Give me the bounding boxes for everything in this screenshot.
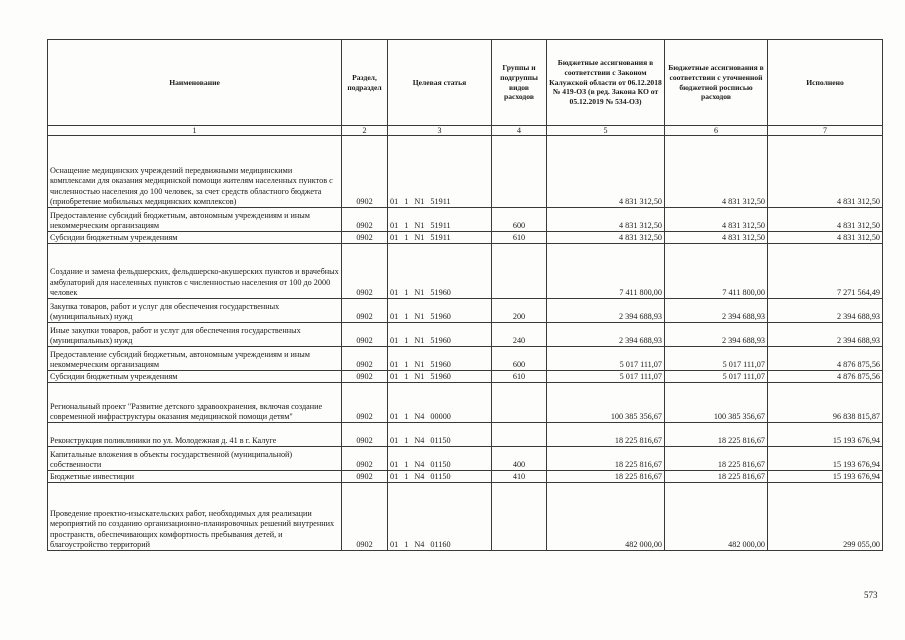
column-number: 3 [388, 126, 492, 136]
row-group [492, 383, 547, 423]
row-name: Предоставление субсидий бюджетным, автономным учреждениям и иным некоммерческим организациям [48, 208, 342, 232]
row-group [492, 423, 547, 447]
column-number: 4 [492, 126, 547, 136]
row-refined-allocation: 4 831 312,50 [665, 136, 768, 208]
row-refined-allocation: 2 394 688,93 [665, 299, 768, 323]
column-number: 7 [768, 126, 883, 136]
row-refined-allocation: 7 411 800,00 [665, 244, 768, 299]
row-law-allocation: 4 831 312,50 [547, 136, 665, 208]
row-law-allocation: 2 394 688,93 [547, 299, 665, 323]
table-row [48, 208, 883, 232]
row-group [492, 483, 547, 551]
header-law-allocation: Бюджетные ассигнования в соответствии с Законом Калужской области от 06.12.2018 № 419-ОЗ (в ред. Закона КО от 05.12.2019 № 534-ОЗ) [547, 40, 665, 126]
row-law-allocation: 100 385 356,67 [547, 383, 665, 423]
header-target: Целевая статья [388, 40, 492, 126]
header-name: Наименование [48, 40, 342, 126]
row-law-allocation: 18 225 816,67 [547, 447, 665, 471]
row-law-allocation: 2 394 688,93 [547, 323, 665, 347]
page-number: 573 [864, 590, 878, 600]
row-name: Закупка товаров, работ и услуг для обеспечения государственных (муниципальных) нужд [48, 299, 342, 323]
row-name: Субсидии бюджетным учреждениям [48, 232, 342, 244]
row-refined-allocation: 100 385 356,67 [665, 383, 768, 423]
row-name: Проведение проектно-изыскательских работ, необходимых для реализации мероприятий по созданию организационно-планировочных решений внутренних пространств, обеспечивающих комфортность пребывания детей, и благоустройство территорий [48, 483, 342, 551]
row-executed: 15 193 676,94 [768, 447, 883, 471]
row-target: 01 1 N1 51911 [388, 232, 492, 244]
row-group: 240 [492, 323, 547, 347]
row-group: 600 [492, 208, 547, 232]
row-section: 0902 [342, 471, 388, 483]
row-executed: 7 271 564,49 [768, 244, 883, 299]
row-law-allocation: 5 017 111,07 [547, 371, 665, 383]
row-law-allocation: 18 225 816,67 [547, 423, 665, 447]
row-executed: 96 838 815,87 [768, 383, 883, 423]
header-executed: Исполнено [768, 40, 883, 126]
table-row [48, 347, 883, 371]
table-row [48, 447, 883, 471]
column-number-row [48, 126, 883, 136]
row-target: 01 1 N1 51960 [388, 299, 492, 323]
row-section: 0902 [342, 323, 388, 347]
row-section: 0902 [342, 299, 388, 323]
row-section: 0902 [342, 371, 388, 383]
table-row [48, 471, 883, 483]
row-target: 01 1 N1 51960 [388, 347, 492, 371]
budget-table [47, 39, 883, 551]
row-refined-allocation: 4 831 312,50 [665, 232, 768, 244]
row-group [492, 136, 547, 208]
row-target: 01 1 N4 00000 [388, 383, 492, 423]
row-refined-allocation: 18 225 816,67 [665, 447, 768, 471]
table-row [48, 232, 883, 244]
column-number: 6 [665, 126, 768, 136]
table-row [48, 423, 883, 447]
column-number: 2 [342, 126, 388, 136]
row-name: Оснащение медицинских учреждений передвижными медицинскими комплексами для оказания медицинской помощи жителям населенных пунктов с численностью населения до 100 человек, за счет средств областного бюджета (приобретение мобильных медицинских комплексов) [48, 136, 342, 208]
table-row [48, 323, 883, 347]
row-section: 0902 [342, 136, 388, 208]
table-row [48, 136, 883, 208]
row-executed: 15 193 676,94 [768, 471, 883, 483]
table-header-row [48, 40, 883, 126]
row-name: Бюджетные инвестиции [48, 471, 342, 483]
row-section: 0902 [342, 447, 388, 471]
row-law-allocation: 7 411 800,00 [547, 244, 665, 299]
row-executed: 299 055,00 [768, 483, 883, 551]
row-law-allocation: 18 225 816,67 [547, 471, 665, 483]
header-group: Группы и подгруппы видов расходов [492, 40, 547, 126]
row-group: 610 [492, 232, 547, 244]
row-section: 0902 [342, 244, 388, 299]
row-name: Капитальные вложения в объекты государственной (муниципальной) собственности [48, 447, 342, 471]
row-section: 0902 [342, 423, 388, 447]
row-group: 200 [492, 299, 547, 323]
row-executed: 4 876 875,56 [768, 371, 883, 383]
row-target: 01 1 N1 51960 [388, 323, 492, 347]
row-target: 01 1 N1 51960 [388, 371, 492, 383]
table-row [48, 383, 883, 423]
row-group [492, 244, 547, 299]
row-name: Реконструкция поликлиники по ул. Молодежная д. 41 в г. Калуге [48, 423, 342, 447]
column-number: 5 [547, 126, 665, 136]
row-refined-allocation: 5 017 111,07 [665, 347, 768, 371]
row-law-allocation: 4 831 312,50 [547, 232, 665, 244]
row-group: 410 [492, 471, 547, 483]
row-group: 610 [492, 371, 547, 383]
row-executed: 2 394 688,93 [768, 323, 883, 347]
table-row [48, 299, 883, 323]
row-target: 01 1 N4 01150 [388, 447, 492, 471]
row-executed: 4 876 875,56 [768, 347, 883, 371]
row-name: Создание и замена фельдшерских, фельдшерско-акушерских пунктов и врачебных амбулаторий для населенных пунктов с численностью населения от 100 до 2000 человек [48, 244, 342, 299]
row-name: Предоставление субсидий бюджетным, автономным учреждениям и иным некоммерческим организациям [48, 347, 342, 371]
row-executed: 4 831 312,50 [768, 232, 883, 244]
row-refined-allocation: 5 017 111,07 [665, 371, 768, 383]
header-section: Раздел, подраздел [342, 40, 388, 126]
row-target: 01 1 N4 01150 [388, 423, 492, 447]
row-section: 0902 [342, 232, 388, 244]
row-target: 01 1 N1 51911 [388, 208, 492, 232]
row-section: 0902 [342, 483, 388, 551]
row-target: 01 1 N4 01150 [388, 471, 492, 483]
row-executed: 2 394 688,93 [768, 299, 883, 323]
row-law-allocation: 5 017 111,07 [547, 347, 665, 371]
row-executed: 4 831 312,50 [768, 208, 883, 232]
row-executed: 15 193 676,94 [768, 423, 883, 447]
row-target: 01 1 N4 01160 [388, 483, 492, 551]
row-law-allocation: 482 000,00 [547, 483, 665, 551]
row-refined-allocation: 4 831 312,50 [665, 208, 768, 232]
row-section: 0902 [342, 208, 388, 232]
table-row [48, 483, 883, 551]
row-name: Иные закупки товаров, работ и услуг для обеспечения государственных (муниципальных) нужд [48, 323, 342, 347]
column-number: 1 [48, 126, 342, 136]
table-row [48, 244, 883, 299]
row-target: 01 1 N1 51960 [388, 244, 492, 299]
row-refined-allocation: 18 225 816,67 [665, 471, 768, 483]
table-row [48, 371, 883, 383]
row-name: Субсидии бюджетным учреждениям [48, 371, 342, 383]
row-law-allocation: 4 831 312,50 [547, 208, 665, 232]
row-target: 01 1 N1 51911 [388, 136, 492, 208]
row-section: 0902 [342, 347, 388, 371]
row-refined-allocation: 482 000,00 [665, 483, 768, 551]
row-executed: 4 831 312,50 [768, 136, 883, 208]
header-refined-allocation: Бюджетные ассигнования в соответствии с уточненной бюджетной росписью расходов [665, 40, 768, 126]
row-name: Региональный проект "Развитие детского здравоохранения, включая создание современной инфраструктуры оказания медицинской помощи детям" [48, 383, 342, 423]
row-group: 600 [492, 347, 547, 371]
row-refined-allocation: 2 394 688,93 [665, 323, 768, 347]
row-refined-allocation: 18 225 816,67 [665, 423, 768, 447]
row-section: 0902 [342, 383, 388, 423]
row-group: 400 [492, 447, 547, 471]
